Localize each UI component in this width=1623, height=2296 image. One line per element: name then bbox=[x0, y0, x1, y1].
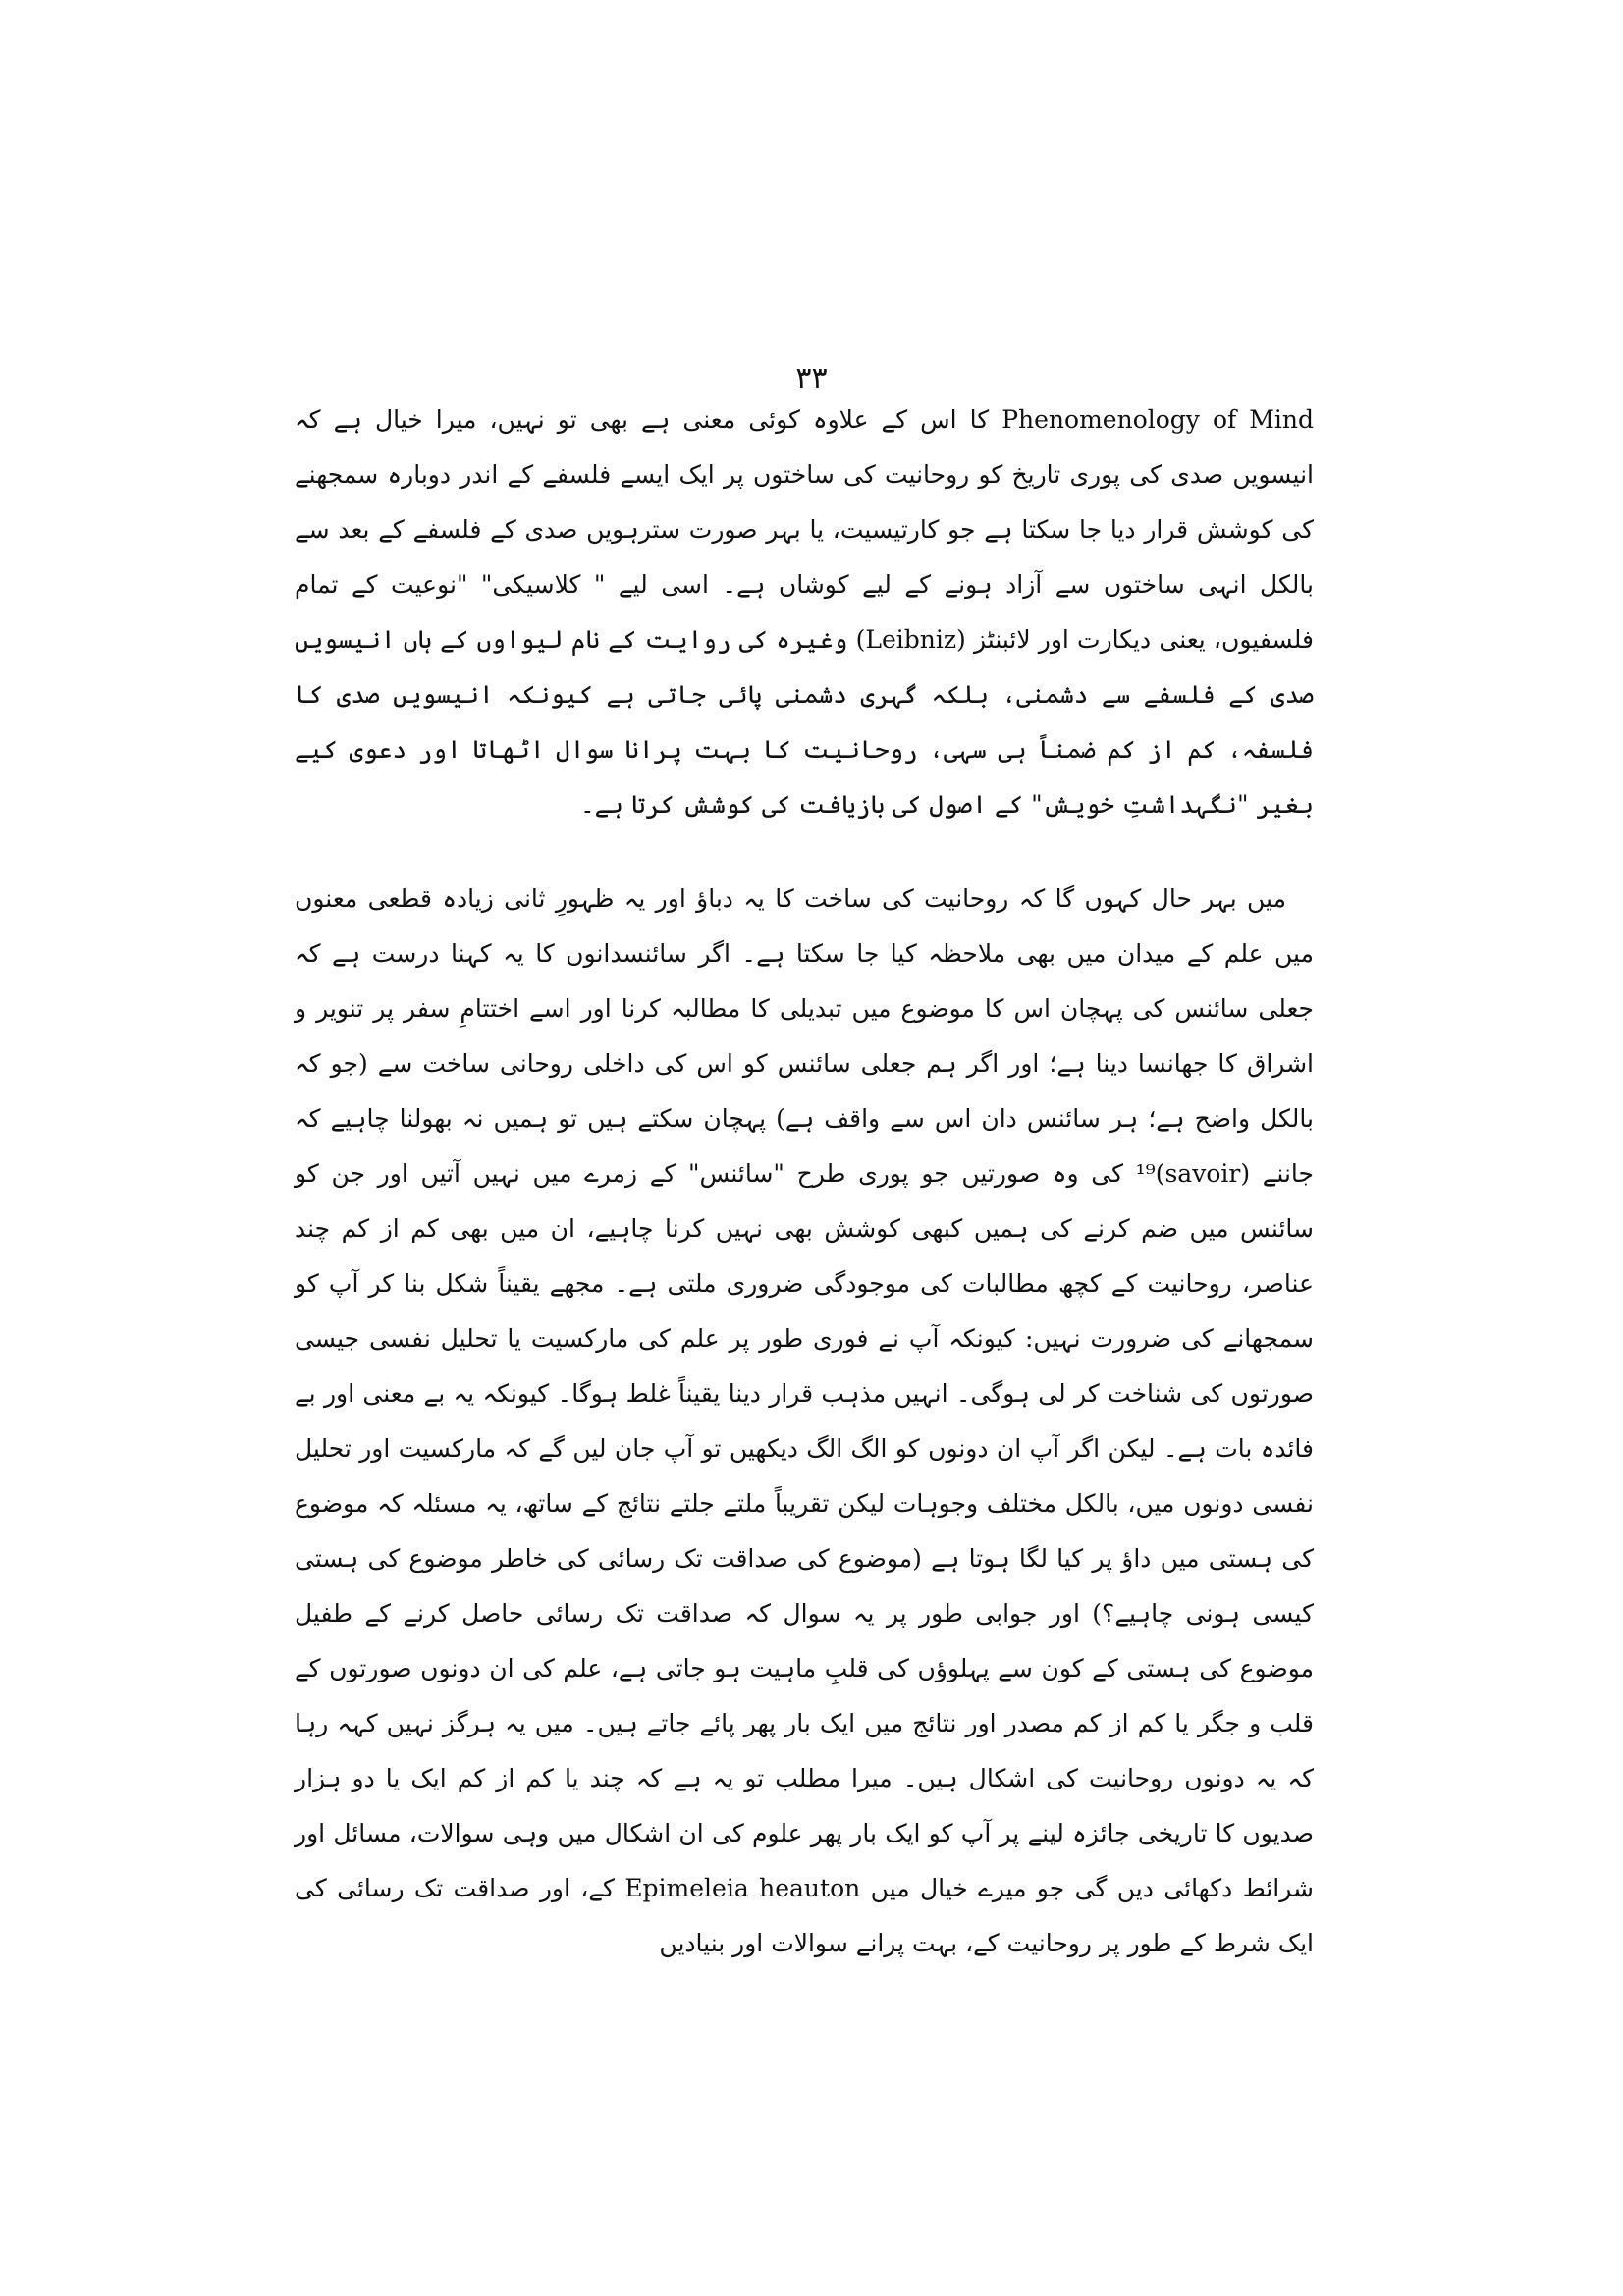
page-number: ۳۳ bbox=[795, 361, 828, 396]
page-body bbox=[295, 393, 1314, 1971]
paragraph-1: Phenomenology of Mind کا اس کے علاوہ کوئی معنی ہے بھی تو نہیں، میرا خیال ہے کہ انیسویں صدی کی پوری تاریخ کو روحانیت کی ساختوں پر ایک ایسے فلسفے کے اندر دوبارہ سمجھنے کی کوشش قرار دیا جا سکتا ہے جو کارتیسیت، یا بہر صورت سترہویں صدی کے فلسفے کے بعد سے بالکل انہی ساختوں سے آزاد ہونے کے لیے کوشاں ہے۔ اسی لیے " کلاسیکی" "نوعیت کے تمام فلسفیوں، یعنی دیکارت اور لائبنٹز (Leibniz) وغیرہ کی روایت کے نام لیواوں کے ہاں انیسویں صدی کے فلسفے سے دشمنی، بلکہ گہری دشمنی پائی جاتی ہے کیونکہ انیسویں صدی کا فلسفہ، کم از کم ضمناً ہی سہی، روحانیت کا بہت پرانا سوال اٹھاتا اور دعوی کیے بغیر "نگہداشتِ خویش" کے اصول کی بازیافت کی کوشش کرتا ہے۔ bbox=[295, 405, 1315, 819]
paragraph-2: میں بہر حال کہوں گا کہ روحانیت کی ساخت کا یہ دباؤ اور یہ ظہورِ ثانی زیادہ قطعی معنوں میں علم کے میدان میں بھی ملاحظہ کیا جا سکتا ہے۔ اگر سائنسدانوں کا یہ کہنا درست ہے کہ جعلی سائنس کی پہچان اس کا موضوع میں تبدیلی کا مطالبہ کرنا اور اسے اختتامِ سفر پر تنویر و اشراق کا جھانسا دینا ہے؛ اور اگر ہم جعلی سائنس کو اس کی داخلی روحانی ساخت سے (جو کہ بالکل واضح ہے؛ ہر سائنس دان اس سے واقف ہے) پہچان سکتے ہیں تو ہمیں نہ بھولنا چاہیے کہ جاننے (savoir)¹⁹ کی وہ صورتیں جو پوری طرح "سائنس" کے زمرے میں نہیں آتیں اور جن کو سائنس میں ضم کرنے کی ہمیں کبھی کوشش بھی نہیں کرنا چاہیے، ان میں بھی کم از کم چند عناصر، روحانیت کے کچھ مطالبات کی موجودگی ضروری ملتی ہے۔ مجھے یقیناً شکل بنا کر آپ کو سمجھانے کی ضرورت نہیں: کیونکہ آپ نے فوری طور پر علم کی مارکسیت یا تحلیل نفسی جیسی صورتوں کی شناخت کر لی ہوگی۔ انہیں مذہب قرار دینا یقیناً غلط ہوگا۔ کیونکہ یہ بے معنی اور بے فائدہ بات ہے۔ لیکن اگر آپ ان دونوں کو الگ الگ دیکھیں تو آپ جان لیں گے کہ مارکسیت اور تحلیل نفسی دونوں میں، بالکل مختلف وجوہات لیکن تقریباً ملتے جلتے نتائج کے ساتھ، یہ مسئلہ کہ موضوع کی ہستی میں داؤ پر کیا لگا ہوتا ہے (موضوع کی صداقت تک رسائی کی خاطر موضوع کی ہستی کیسی ہونی چاہیے؟) اور جوابی طور پر یہ سوال کہ صداقت تک رسائی حاصل کرنے کے طفیل موضوع کی ہستی کے کون سے پہلوؤں کی قلبِ ماہیت ہو جاتی ہے، علم کی ان دونوں صورتوں کے قلب و جگر یا کم از کم مصدر اور نتائج میں ایک بار پھر پائے جاتے ہیں۔ میں یہ ہرگز نہیں کہہ رہا کہ یہ دونوں روحانیت کی اشکال ہیں۔ میرا مطلب تو یہ ہے کہ چند یا کم از کم ایک یا دو ہزار صدیوں کا تاریخی جائزہ لینے پر آپ کو ایک بار پھر علوم کی ان اشکال میں وہی سوالات، مسائل اور شرائط دکھائی دیں گی جو میرے خیال میں Epimeleia heauton کے، اور صداقت تک رسائی کی ایک شرط کے طور پر روحانیت کے، بہت پرانے سوالات اور بنیادیں bbox=[295, 884, 1314, 1957]
